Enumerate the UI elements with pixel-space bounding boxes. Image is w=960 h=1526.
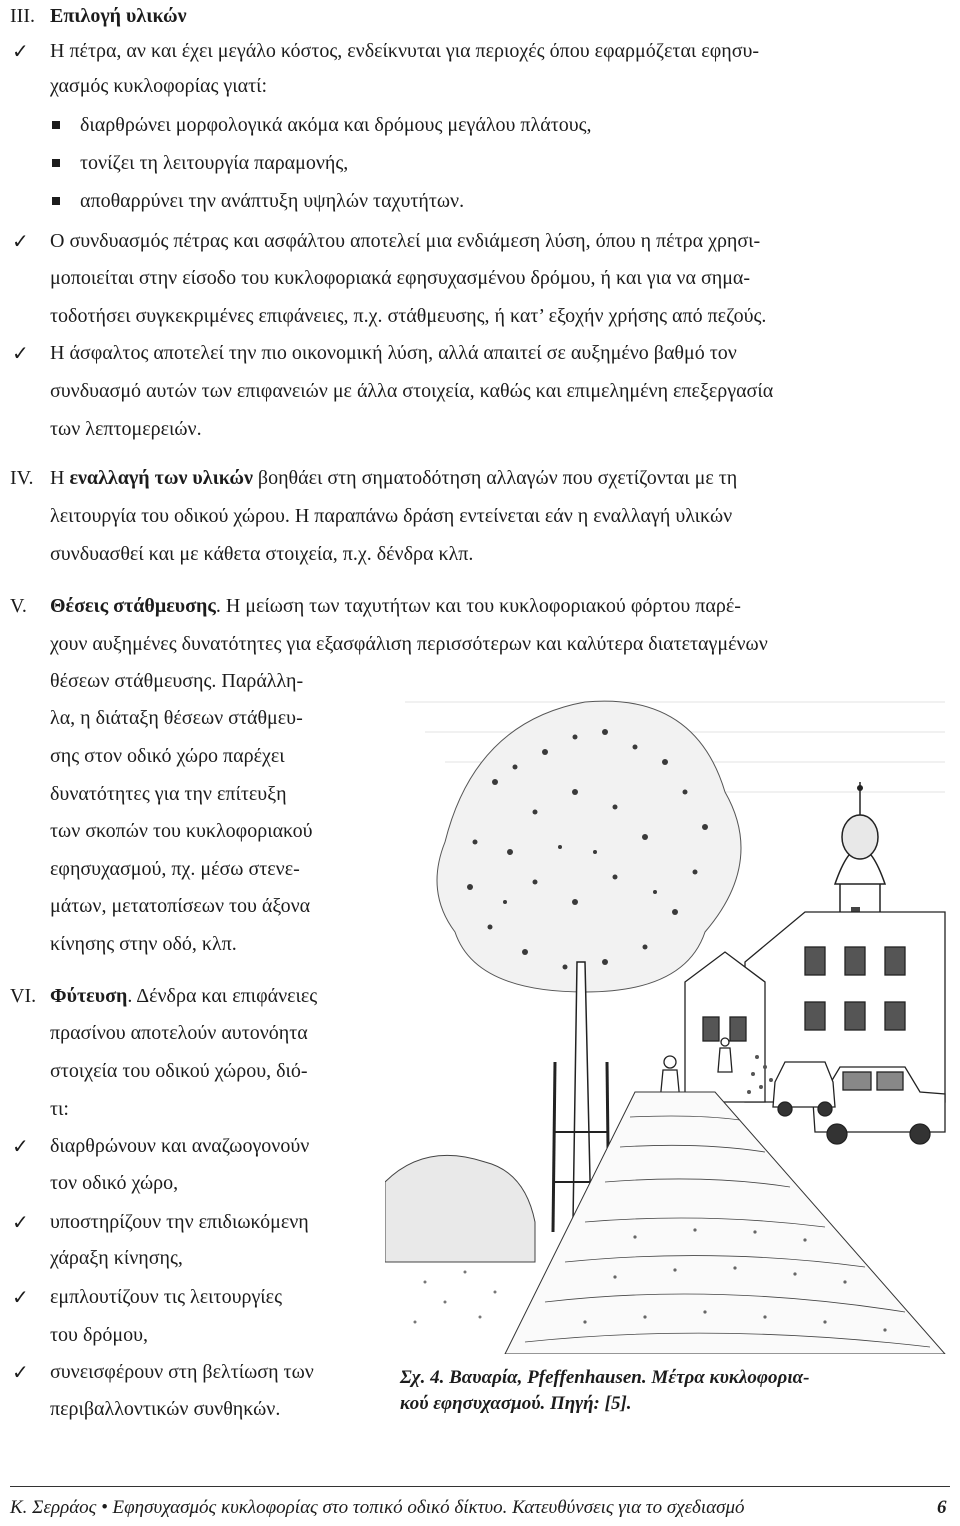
paragraph-line: μάτων, μετατοπίσεων του άξονα — [50, 895, 311, 917]
square-bullet-icon — [52, 197, 60, 205]
list-item-line: συνεισφέρουν στη βελτίωση των — [50, 1361, 314, 1383]
bullet-text: τονίζει τη λειτουργία παραμονής, — [80, 152, 349, 174]
paragraph-line: σης στον οδικό χώρο παρέχει — [50, 745, 285, 767]
checkmark-icon: ✓ — [12, 229, 29, 253]
footer-author: Κ. Σερράος — [10, 1497, 97, 1518]
list-item-line: του δρόμου, — [50, 1324, 148, 1346]
paragraph-line — [50, 983, 317, 1009]
paragraph-line: τοδοτήσει συγκεκριμένες επιφάνειες, π.χ. στάθμευσης, ή κατ’ εξοχήν χρήσης από πεζούς. — [50, 305, 767, 327]
paragraph-line: χασμός κυκλοφορίας γιατί: — [50, 75, 268, 97]
checkmark-icon: ✓ — [12, 1210, 29, 1234]
section-numeral: V. — [10, 595, 27, 617]
caption-line: κού εφησυχασμού. Πηγή: [5]. — [400, 1393, 632, 1414]
paragraph-line: εφησυχασμού, πχ. μέσω στενε- — [50, 858, 300, 880]
paragraph-line: συνδυασμό αυτών των επιφανειών με άλλα στοιχεία, καθώς και επιμελημένη επεξεργασία — [50, 380, 774, 402]
caption-line: Σχ. 4. Βαυαρία, Pfeffenhausen. Μέτρα κυκλοφορια- — [400, 1367, 810, 1388]
paragraph-line: δυνατότητες για την επίτευξη — [50, 783, 287, 805]
footer-text — [10, 1495, 745, 1521]
text-run: . Δένδρα και επιφάνειες — [127, 985, 318, 1007]
list-item-line: διαρθρώνουν και αναζωογονούν — [50, 1135, 310, 1157]
paragraph-line: πρασίνου αποτελούν αυτονόητα — [50, 1022, 308, 1044]
paragraph-line: στοιχεία του οδικού χώρου, διό- — [50, 1060, 308, 1082]
list-item-line: τον οδικό χώρο, — [50, 1172, 179, 1194]
checkmark-icon: ✓ — [12, 39, 29, 63]
paragraph-line: θέσεων στάθμευσης. Παράλλη- — [50, 670, 304, 692]
paragraph-line: Η πέτρα, αν και έχει μεγάλο κόστος, ενδείκνυται για περιοχές όπου εφαρμόζεται εφησυ- — [50, 40, 760, 62]
paragraph-line: μοποιείται στην είσοδο του κυκλοφοριακά εφησυχασμένου δρόμου, ή και για να σημα- — [50, 267, 751, 289]
footer-divider — [10, 1486, 950, 1487]
paragraph-line — [50, 465, 737, 491]
section-heading: Θέσεις στάθμευσης — [50, 595, 216, 617]
paragraph-line: κίνησης στην οδό, κλπ. — [50, 933, 237, 955]
paragraph-line: των σκοπών του κυκλοφοριακού — [50, 820, 313, 842]
square-bullet-icon — [52, 159, 60, 167]
section-numeral: III. — [10, 5, 35, 27]
bullet-text: διαρθρώνει μορφολογικά ακόμα και δρόμους μεγάλου πλάτους, — [80, 114, 592, 136]
square-bullet-icon — [52, 121, 60, 129]
street-scene-illustration — [385, 662, 955, 1354]
footer-title: Εφησυχασμός κυκλοφορίας στο τοπικό οδικό δίκτυο. Κατευθύνσεις για το σχεδιασμό — [112, 1497, 745, 1518]
text-run: . Η μείωση των ταχυτήτων και του κυκλοφοριακού φόρτου παρέ- — [215, 595, 741, 617]
paragraph-line: λειτουργία του οδικού χώρου. Η παραπάνω δράση εντείνεται εάν η εναλλαγή υλικών — [50, 505, 733, 527]
paragraph-line: Ο συνδυασμός πέτρας και ασφάλτου αποτελεί μια ενδιάμεση λύση, όπου η πέτρα χρησι- — [50, 230, 761, 252]
emphasis: εναλλαγή των υλικών — [69, 467, 253, 489]
paragraph-line: χουν αυξημένες δυνατότητες για εξασφάλιση περισσότερων και καλύτερα διατεταγμένων — [50, 633, 768, 655]
text-run: βοηθάει στη σηματοδότηση αλλαγών που σχετίζονται με τη — [252, 467, 738, 489]
checkmark-icon: ✓ — [12, 1285, 29, 1309]
list-item-line: περιβαλλοντικών συνθηκών. — [50, 1398, 281, 1420]
paragraph-line: λα, η διάταξη θέσεων στάθμευ- — [50, 707, 303, 729]
paragraph-line: Η άσφαλτος αποτελεί την πιο οικονομική λύση, αλλά απαιτεί σε αυξημένο βαθμό τον — [50, 342, 737, 364]
bullet-text: αποθαρρύνει την ανάπτυξη υψηλών ταχυτήτων. — [80, 190, 465, 212]
list-item-line: εμπλουτίζουν τις λειτουργίες — [50, 1286, 282, 1308]
section-numeral: VI. — [10, 985, 37, 1007]
paragraph-line — [50, 593, 741, 619]
list-item-line: χάραξη κίνησης, — [50, 1247, 183, 1269]
paragraph-line: συνδυασθεί και με κάθετα στοιχεία, π.χ. δένδρα κλπ. — [50, 543, 474, 565]
text-run: Η — [50, 467, 70, 489]
footer-separator: • — [101, 1497, 108, 1518]
section-heading: Φύτευση — [50, 985, 128, 1007]
checkmark-icon: ✓ — [12, 1134, 29, 1158]
section-heading: Επιλογή υλικών — [50, 5, 187, 27]
list-item-line: υποστηρίζουν την επιδιωκόμενη — [50, 1211, 309, 1233]
checkmark-icon: ✓ — [12, 341, 29, 365]
section-numeral: IV. — [10, 467, 34, 489]
paragraph-line: των λεπτομερειών. — [50, 418, 202, 440]
page-number: 6 — [937, 1497, 947, 1518]
checkmark-icon: ✓ — [12, 1360, 29, 1384]
paragraph-line: τι: — [50, 1098, 69, 1120]
